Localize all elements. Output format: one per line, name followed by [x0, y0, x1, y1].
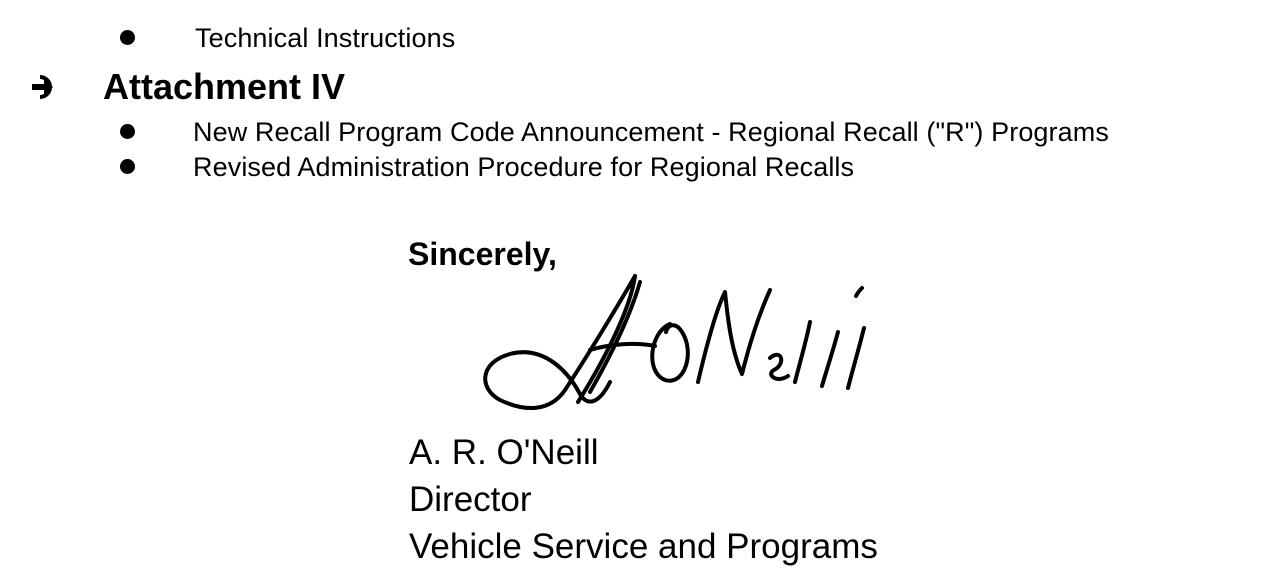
list-item-revised-procedure: Revised Administration Procedure for Regional Recalls	[193, 152, 855, 182]
attachment-heading: Attachment IV	[103, 66, 346, 107]
arrow-right-circle-icon	[30, 74, 56, 100]
signer-name: A. R. O'Neill	[409, 433, 599, 472]
closing-salutation: Sincerely,	[408, 236, 557, 272]
bullet-icon	[120, 124, 135, 139]
handwritten-signature	[470, 262, 880, 422]
signer-department: Vehicle Service and Programs	[409, 527, 878, 566]
bullet-icon	[120, 159, 135, 174]
signer-title: Director	[409, 480, 532, 519]
list-item-technical-instructions: Technical Instructions	[195, 23, 456, 53]
bullet-icon	[120, 30, 135, 45]
list-item-new-recall-program: New Recall Program Code Announcement - Regional Recall ("R") Programs	[193, 117, 1109, 147]
